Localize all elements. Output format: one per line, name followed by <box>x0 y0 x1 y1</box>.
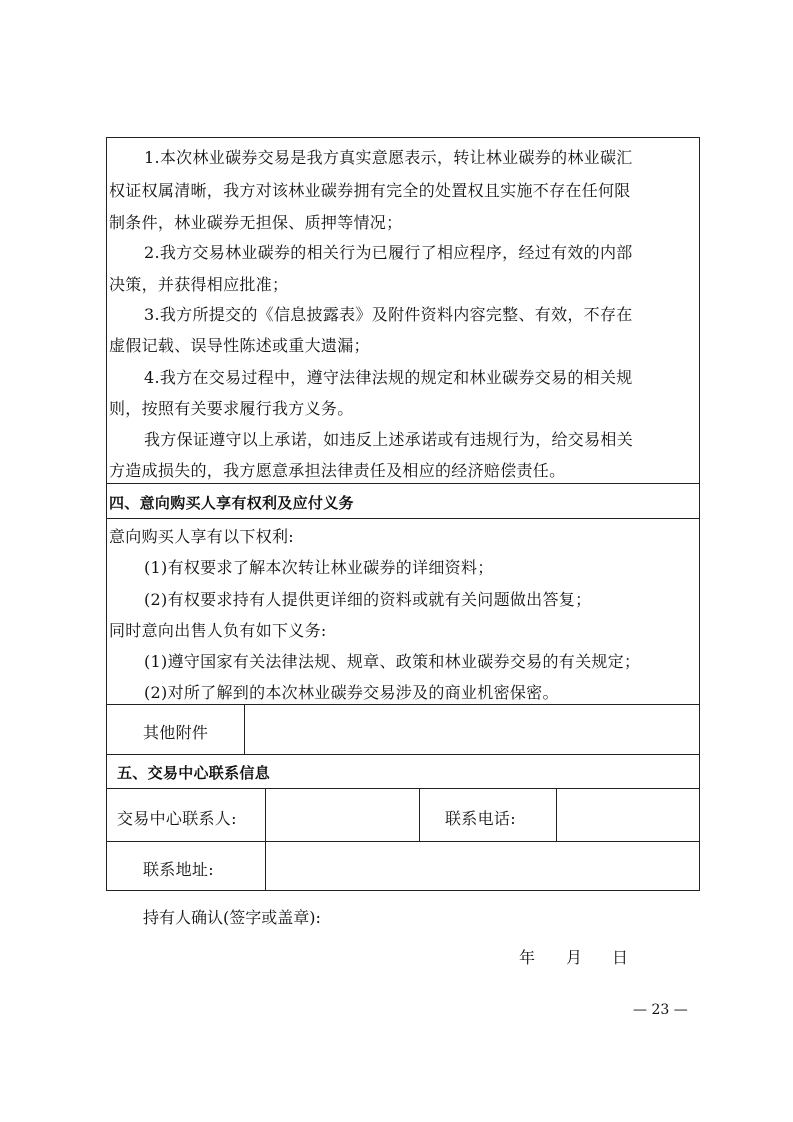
section-4-line: (2)对所了解到的本次林业碳券交易涉及的商业机密保密。 <box>144 683 559 702</box>
row-divider <box>107 841 699 842</box>
column-divider <box>556 788 557 841</box>
section-4-line: (1)有权要求了解本次转让林业碳券的详细资料； <box>144 558 494 577</box>
section-4-line: (2)有权要求持有人提供更详细的资料或就有关问题做出答复； <box>144 590 592 609</box>
column-divider <box>265 788 266 891</box>
row-divider <box>107 754 699 755</box>
attachments-label: 其他附件 <box>143 723 209 742</box>
commitment-line: 则，按照有关要求履行我方义务。 <box>109 399 354 418</box>
section-4-line: 意向购买人享有以下权利: <box>109 527 294 546</box>
commitment-line: 2.我方交易林业碳券的相关行为已履行了相应程序，经过有效的内部 <box>144 243 633 262</box>
section-5-title: 五、交易中心联系信息 <box>117 764 271 782</box>
row-divider <box>107 704 699 705</box>
date-month: 月 <box>566 948 583 967</box>
row-divider <box>107 788 699 789</box>
commitment-line: 方造成损失的，我方愿意承担法律责任及相应的经济赔偿责任。 <box>109 461 566 480</box>
address-label: 联系地址: <box>143 860 214 879</box>
commitment-line: 权证权属清晰，我方对该林业碳券拥有完全的处置权且实施不存在任何限 <box>109 181 631 200</box>
page-number: — 23 — <box>633 1002 688 1018</box>
commitment-line: 1.本次林业碳券交易是我方真实意愿表示，转让林业碳券的林业碳汇 <box>144 148 633 167</box>
row-divider <box>107 483 699 484</box>
phone-label: 联系电话: <box>445 809 516 828</box>
section-4-line: (1)遵守国家有关法律法规、规章、政策和林业碳券交易的有关规定； <box>144 652 641 671</box>
section-4-line: 同时意向出售人负有如下义务: <box>109 621 327 640</box>
commitment-line: 制条件，林业碳券无担保、质押等情况； <box>109 213 403 232</box>
phone-field[interactable] <box>563 809 693 829</box>
section-4-title: 四、意向购买人享有权利及应付义务 <box>109 494 354 512</box>
commitment-line: 虚假记载、误导性陈述或重大遗漏； <box>109 336 370 355</box>
attachments-field[interactable] <box>252 723 692 743</box>
commitment-line: 我方保证遵守以上承诺，如违反上述承诺或有违规行为，给交易相关 <box>144 430 634 449</box>
contact-person-label: 交易中心联系人: <box>117 809 237 828</box>
row-divider <box>107 518 699 519</box>
commitment-line: 4.我方在交易过程中，遵守法律法规的规定和林业碳券交易的相关规 <box>144 368 633 387</box>
holder-confirmation: 持有人确认(签字或盖章): <box>143 908 321 927</box>
date-year: 年 <box>519 948 536 967</box>
address-field[interactable] <box>273 860 693 880</box>
column-divider <box>419 788 420 841</box>
commitment-line: 决策，并获得相应批准； <box>109 275 289 294</box>
contact-person-field[interactable] <box>273 809 413 829</box>
commitment-form-table <box>106 137 700 891</box>
commitment-line: 3.我方所提交的《信息披露表》及附件资料内容完整、有效，不存在 <box>144 305 633 324</box>
column-divider <box>244 704 245 754</box>
date-day: 日 <box>612 948 629 967</box>
